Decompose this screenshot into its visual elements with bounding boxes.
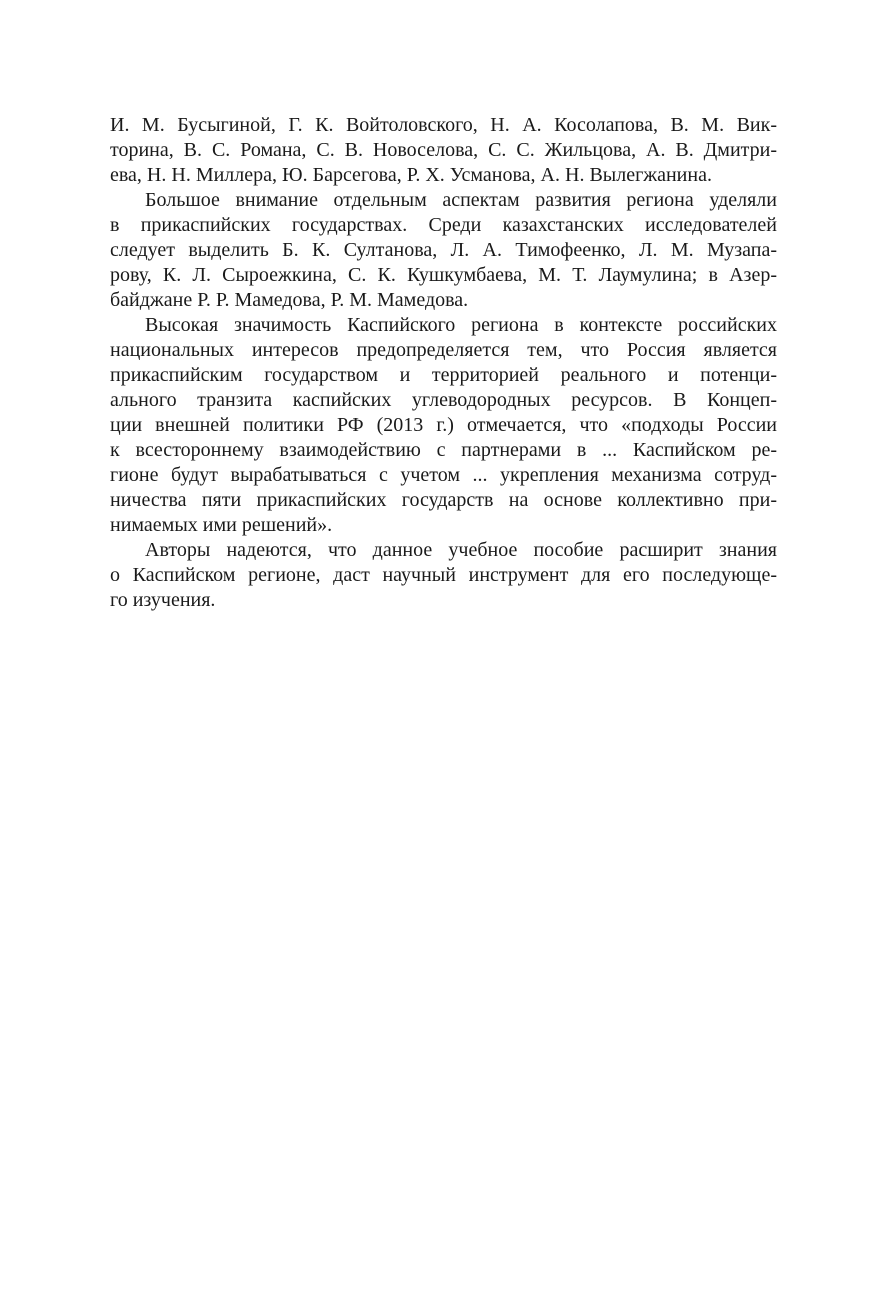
text-line: следует выделить Б. К. Султанова, Л. А. Тимофеенко, Л. М. Музапа- [110, 239, 777, 261]
paragraph-3 [110, 313, 777, 538]
paragraph-4 [110, 538, 777, 613]
text-line: прикаспийским государством и территорией реального и потенци- [110, 364, 777, 386]
body-text [110, 113, 777, 613]
text-line: И. М. Бусыгиной, Г. К. Войтоловского, Н. А. Косолапова, В. М. Вик- [110, 114, 777, 136]
paragraph-1 [110, 113, 777, 188]
paragraph-2 [110, 188, 777, 313]
text-line: к всестороннему взаимодействию с партнерами в ... Каспийском ре- [110, 439, 777, 461]
text-line: нимаемых ими решений». [110, 514, 333, 536]
text-line: торина, В. С. Романа, С. В. Новоселова, С. С. Жильцова, А. В. Дмитри- [110, 139, 777, 161]
text-line: ального транзита каспийских углеводородных ресурсов. В Концеп- [110, 389, 777, 411]
text-line: Большое внимание отдельным аспектам развития региона уделяли [145, 189, 777, 211]
text-line: Авторы надеются, что данное учебное пособие расширит знания [145, 539, 777, 561]
text-line: гионе будут вырабатываться с учетом ... укрепления механизма сотруд- [110, 464, 777, 486]
text-line: Высокая значимость Каспийского региона в контексте российских [145, 314, 777, 336]
text-line: национальных интересов предопределяется тем, что Россия является [110, 339, 777, 361]
text-line: ничества пяти прикаспийских государств на основе коллективно при- [110, 489, 777, 511]
text-line: байджане Р. Р. Мамедова, Р. М. Мамедова. [110, 289, 469, 311]
text-line: рову, К. Л. Сыроежкина, С. К. Кушкумбаева, М. Т. Лаумулина; в Азер- [110, 264, 777, 286]
text-line: ева, Н. Н. Миллера, Ю. Барсегова, Р. Х. Усманова, А. Н. Вылегжанина. [110, 164, 712, 186]
text-line: в прикаспийских государствах. Среди казахстанских исследователей [110, 214, 777, 236]
text-line: го изучения. [110, 589, 216, 611]
text-line: ции внешней политики РФ (2013 г.) отмечается, что «подходы России [110, 414, 777, 436]
text-line: о Каспийском регионе, даст научный инструмент для его последующе- [110, 564, 777, 586]
